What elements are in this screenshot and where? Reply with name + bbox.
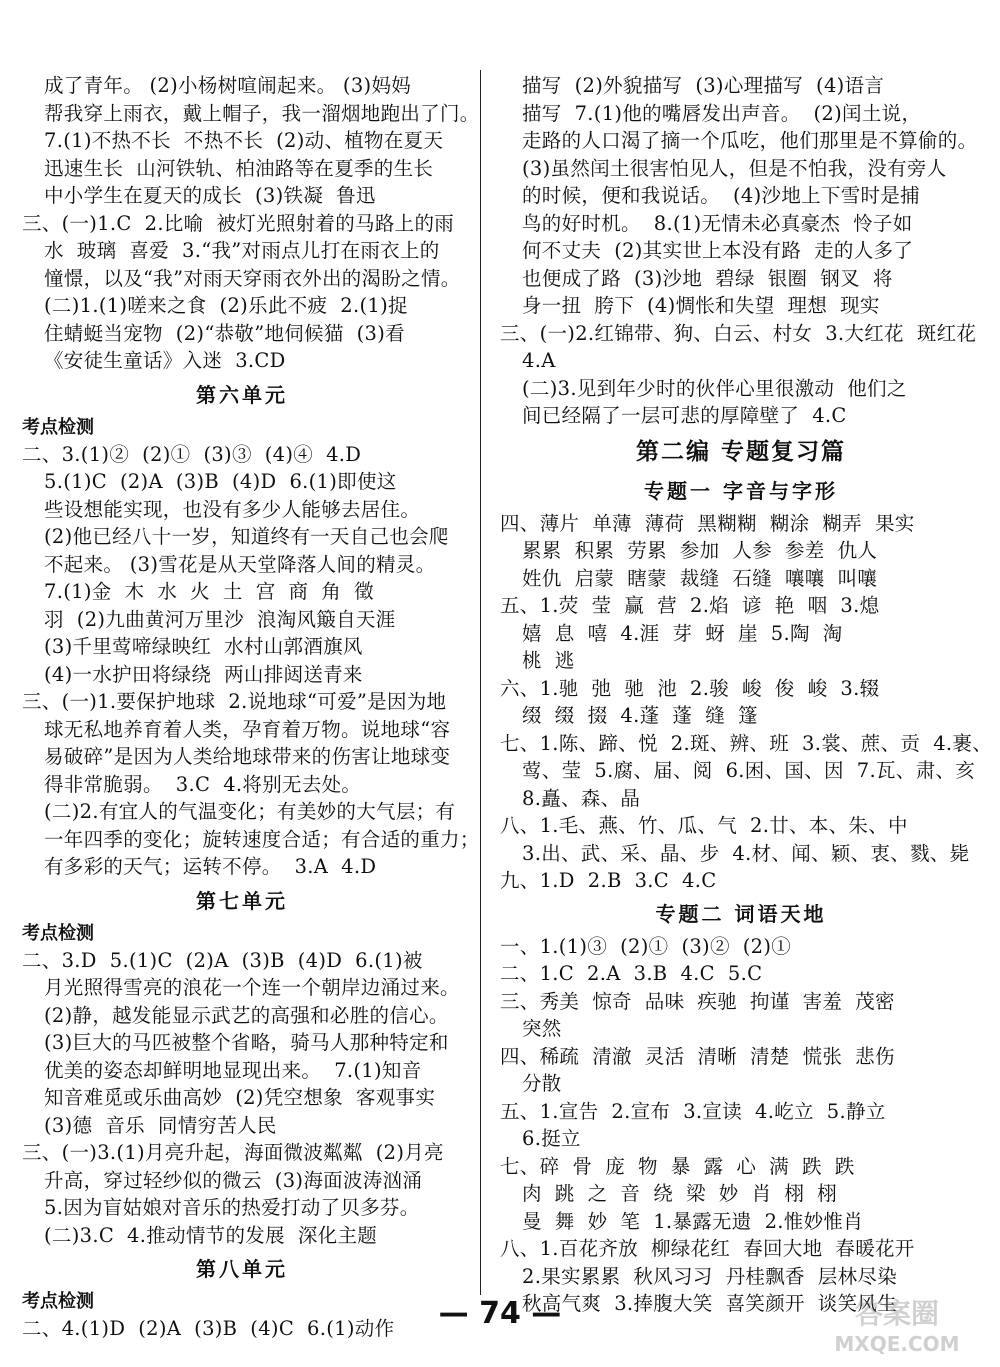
section-subheading: 考点检测 — [22, 922, 94, 944]
answer-line: (3)虽然闰土很害怕见人，但是不怕我，没有旁人 — [522, 156, 947, 180]
answer-line: 成了青年。 (2)小杨树喧闹起来。 (3)妈妈 — [44, 74, 412, 97]
answer-line: 帮我穿上雨衣，戴上帽子，我一溜烟地跑出了门。 — [44, 101, 480, 125]
answer-line: 月光照得雪亮的浪花一个连一个朝岸边涌过来。 — [44, 976, 460, 999]
answer-line: 3.出、武、采、晶、步 4.材、闻、颖、衷、戮、毙 — [522, 841, 970, 865]
part-heading: 第二编 专题复习篇 — [635, 438, 846, 465]
answer-line: 住蜻蜓当宠物 (2)“恭敬”地伺候猫 (3)看 — [44, 321, 405, 345]
answer-line: 桃 逃 — [522, 649, 575, 672]
answer-line: 二、3.(1)② (2)① (3)③ (4)④ 4.D — [22, 442, 362, 466]
answer-line: 七、碎 骨 庞 物 暴 露 心 满 跌 跌 — [500, 1154, 855, 1178]
answer-line: 7.(1)金 木 水 火 土 宫 商 角 徵 — [44, 580, 374, 603]
answer-line: 三、秀美 惊奇 品味 疾驰 拘谨 害羞 茂密 — [500, 989, 895, 1013]
answer-line: 四、稀疏 清澈 灵活 清晰 清楚 慌张 悲伤 — [500, 1044, 895, 1068]
answer-line: 水 玻璃 喜爱 3.“我”对雨点儿打在雨衣上的 — [44, 239, 440, 262]
answer-line: 二、3.D 5.(1)C (2)A (3)B (4)D 6.(1)被 — [22, 948, 423, 972]
answer-line: 5.因为盲姑娘对音乐的热爱打动了贝多芬。 — [44, 1196, 420, 1219]
answer-line: (2)静，越发能显示武艺的高强和必胜的信心。 — [44, 1003, 449, 1027]
unit-heading: 第八单元 — [196, 1257, 288, 1281]
answer-line: (3)巨大的马匹被整个省略，骑马人那种特定和 — [44, 1031, 449, 1054]
answer-line: 四、薄片 单薄 薄荷 黑糊糊 糊涂 糊弄 果实 — [500, 511, 915, 535]
watermark-logo — [812, 1291, 982, 1361]
answer-line: 《安徒生童话》入迷 3.CD — [44, 349, 286, 372]
answer-line: 姓仇 启蒙 瞎蒙 裁缝 石缝 嚷嚷 叫嚷 — [522, 566, 878, 590]
answer-line: 二、4.(1)D (2)A (3)B (4)C 6.(1)动作 — [22, 1317, 395, 1340]
answer-line: 三、(一)3.(1)月亮升起，海面微波粼粼 (2)月亮 — [22, 1141, 444, 1164]
answer-line: 憧憬，以及“我”对雨天穿雨衣外出的渴盼之情。 — [44, 266, 461, 290]
answer-line: 何不丈夫 (2)其实世上本没有路 走的人多了 — [522, 239, 914, 262]
answer-line: (3)德 音乐 同情穷苦人民 — [44, 1113, 277, 1137]
topic-heading: 专题二 词语天地 — [655, 901, 827, 926]
answer-line: 身一扭 胯下 (4)惆怅和失望 理想 现实 — [522, 294, 880, 317]
answer-line: 迅速生长 山河铁轨、柏油路等在夏季的生长 — [44, 156, 434, 180]
answer-line: 2.果实累累 秋风习习 丹桂飘香 层林尽染 — [522, 1264, 897, 1288]
answer-line: 描写 7.(1)他的嘴唇发出声音。 (2)闰土说， — [522, 101, 922, 125]
watermark-line1: 答案圈 — [854, 1297, 940, 1330]
answer-line: 易破碎”是因为人类给地球带来的伤害让地球变 — [44, 745, 451, 768]
answer-line: 4.A — [522, 349, 556, 372]
answer-line: 九、1.D 2.B 3.C 4.C — [500, 869, 717, 892]
answer-line: (4)一水护田将绿绕 两山排闼送青来 — [44, 662, 363, 686]
answer-line: 6.挺立 — [522, 1127, 581, 1150]
answer-line: 八、1.毛、燕、竹、瓜、气 2.廿、本、朱、中 — [500, 814, 908, 837]
answer-line: 走路的人口渴了摘一个瓜吃，他们那里是不算偷的。 — [522, 129, 978, 152]
answer-line: 三、(一)1.C 2.比喻 被灯光照射着的马路上的雨 — [22, 211, 455, 235]
answer-line: 缀 缀 掇 4.蓬 蓬 缝 篷 — [522, 704, 758, 727]
answer-line: 中小学生在夏天的成长 (3)铁凝 鲁迅 — [44, 184, 376, 207]
answer-line: 升高，穿过轻纱似的微云 (3)海面波涛汹涌 — [44, 1168, 423, 1192]
answer-line: 累累 积累 劳累 参加 人参 参差 仇人 — [522, 539, 878, 562]
answer-line: 一、1.(1)③ (2)① (3)② (2)① — [500, 934, 792, 958]
answer-line: 的时候，便和我说话。 (4)沙地上下雪时是捕 — [522, 184, 920, 207]
answer-line: 秋高气爽 3.捧腹大笑 喜笑颜开 谈笑风生 — [522, 1292, 897, 1315]
answer-line: (二)1.(1)嗟来之食 (2)乐此不疲 2.(1)捉 — [44, 294, 408, 317]
answer-line: 三、(一)2.红锦带、狗、白云、村女 3.大红花 斑红花 — [500, 321, 977, 345]
answer-line: 五、1.宣告 2.宣布 3.宣读 4.屹立 5.静立 — [500, 1099, 886, 1123]
column-divider — [480, 70, 481, 1295]
answer-line: 八、1.百花齐放 柳绿花红 春回大地 春暖花开 — [500, 1237, 915, 1260]
answer-line: 不起来。 (3)雪花是从天堂降落人间的精灵。 — [44, 552, 436, 576]
answer-line: (二)3.见到年少时的伙伴心里很激动 他们之 — [522, 376, 907, 400]
answer-line: 六、1.驰 弛 驰 池 2.骏 峻 俊 峻 3.辍 — [500, 676, 880, 700]
answer-line: 莺、莹 5.腐、届、阅 6.困、国、因 7.瓦、肃、亥 — [522, 759, 976, 782]
answer-line: 鸟的好时机。 8.(1)无情未必真豪杰 怜子如 — [522, 211, 913, 235]
answer-line: (二)3.C 4.推动情节的发展 深化主题 — [44, 1223, 378, 1247]
answer-line: 也便成了路 (3)沙地 碧绿 银圈 钢叉 将 — [522, 266, 893, 290]
topic-heading: 专题一 字音与字形 — [644, 478, 838, 503]
answer-line: (2)他已经八十一岁，知道终有一天自己也会爬 — [44, 525, 449, 548]
answer-line: (3)千里莺啼绿映红 水村山郭酒旗风 — [44, 635, 363, 658]
unit-heading: 第六单元 — [196, 382, 288, 407]
right-column — [500, 72, 993, 1318]
unit-heading: 第七单元 — [196, 888, 288, 913]
answer-line: 些设想能实现，也没有多少人能够去居住。 — [44, 497, 421, 521]
answer-line: 7.(1)不热不长 不热不长 (2)动、植物在夏天 — [44, 129, 444, 152]
answer-line: 七、1.陈、蹄、悦 2.斑、辨、班 3.裳、蔗、贡 4.裹、 — [500, 731, 993, 755]
answer-line: 间已经隔了一层可悲的厚障壁了 4.C — [522, 404, 847, 427]
answer-line: 嬉 息 嘻 4.涯 芽 蚜 崖 5.陶 淘 — [522, 621, 843, 645]
left-column — [22, 72, 480, 1343]
answer-line: 知音难觅或乐曲高妙 (2)凭空想象 客观事实 — [44, 1086, 436, 1109]
answer-line: 优美的姿态却鲜明地显现出来。 7.(1)知音 — [44, 1058, 422, 1082]
answer-line: 曼 舞 妙 笔 1.暴露无遗 2.惟妙惟肖 — [522, 1209, 863, 1233]
watermark-line2: MXQE.COM — [834, 1332, 960, 1356]
answer-line: 肉 跳 之 音 绕 梁 妙 肖 栩 栩 — [522, 1182, 837, 1205]
answer-line: 二、1.C 2.A 3.B 4.C 5.C — [500, 962, 763, 985]
answer-line: 有多彩的天气；运转不停。 3.A 4.D — [44, 855, 377, 878]
answer-line: 得非常脆弱。 3.C 4.将别无去处。 — [44, 772, 362, 796]
section-subheading: 考点检测 — [22, 416, 94, 438]
answer-line: (二)2.有宜人的气温变化；有美妙的大气层；有 — [44, 800, 456, 823]
answer-line: 三、(一)1.要保护地球 2.说地球“可爱”是因为地 — [22, 690, 447, 713]
answer-line: 分散 — [522, 1072, 562, 1095]
page-number: — 74 — — [438, 1296, 562, 1331]
answer-line: 突然 — [522, 1017, 562, 1040]
answer-line: 球无私地养育着人类，孕育着万物。说地球“容 — [44, 717, 451, 741]
answer-line: 描写 (2)外貌描写 (3)心理描写 (4)语言 — [522, 74, 885, 97]
answer-line: 8.矗、森、晶 — [522, 786, 641, 810]
answer-line: 羽 (2)九曲黄河万里沙 浪淘风簸自天涯 — [44, 607, 396, 631]
answer-line: 一年四季的变化；旋转速度合适；有合适的重力； — [44, 827, 480, 851]
answer-line: 五、1.荧 莹 赢 营 2.焰 谚 艳 咽 3.熄 — [500, 594, 880, 617]
answer-line: 5.(1)C (2)A (3)B (4)D 6.(1)即使这 — [44, 470, 397, 493]
section-subheading: 考点检测 — [22, 1291, 94, 1312]
